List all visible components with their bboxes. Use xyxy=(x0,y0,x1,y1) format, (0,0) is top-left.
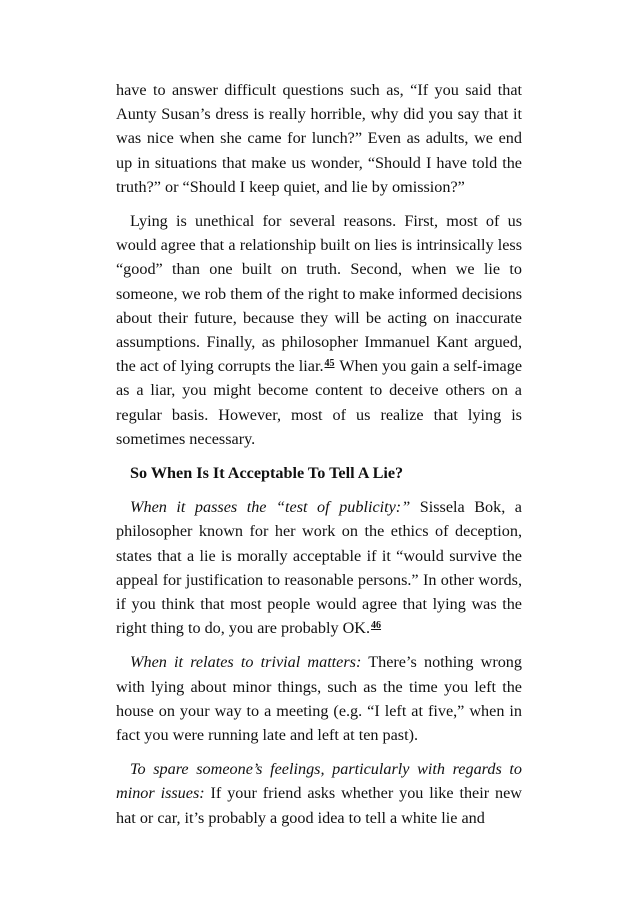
section-heading: So When Is It Acceptable To Tell A Lie? xyxy=(130,464,404,483)
paragraph-3-text: Sissela Bok, a philosopher known for her work on the ethics of deception, states that a lie is morally acceptable if it “would survive the appeal for justification to reasonable persons.” In other words, if you think that most people would agree that lying was the right thing to do, you are probably OK. xyxy=(116,498,522,638)
paragraph-3-lead: When it passes the “test of publicity:” xyxy=(130,498,411,517)
paragraph-2-text-a: Lying is unethical for several reasons. First, most of us would agree that a relationship built on lies is intrinsically less “good” than one built on truth. Second, when we lie to someone, we rob them of the right to make informed decisions about their future, because they will be acting on inaccurate assumptions. Finally, as philosopher Immanuel Kant argued, the act of lying corrupts the liar. xyxy=(116,212,522,376)
document-page xyxy=(116,78,522,840)
paragraph-5 xyxy=(116,757,522,830)
footnote-ref-45[interactable]: 45 xyxy=(324,358,335,370)
paragraph-4-lead: When it relates to trivial matters: xyxy=(130,653,362,672)
paragraph-5-lead: To spare someone’s feelings, particularly with regards to minor issues: xyxy=(116,760,522,803)
paragraph-5-text: If your friend asks whether you like their new hat or car, it’s probably a good idea to tell a white lie and xyxy=(116,784,522,827)
footnote-ref-46[interactable]: 46 xyxy=(371,620,382,632)
paragraph-3 xyxy=(116,495,522,640)
paragraph-4 xyxy=(116,650,522,747)
paragraph-2-text-b: When you gain a self-image as a liar, you might become content to deceive others on a regular basis. However, most of us realize that lying is sometimes necessary. xyxy=(116,357,522,448)
paragraph-2 xyxy=(116,209,522,451)
paragraph-4-text: There’s nothing wrong with lying about minor things, such as the time you left the house on your way to a meeting (e.g. “I left at five,” when in fact you were running late and left at ten past). xyxy=(116,653,522,745)
paragraph-1: have to answer difficult questions such as, “If you said that Aunty Susan’s dress is really horrible, why did you say that it was nice when she came for lunch?” Even as adults, we end up in situations that make us wonder, “Should I have told the truth?” or “Should I keep quiet, and lie by omission?” xyxy=(116,81,522,196)
